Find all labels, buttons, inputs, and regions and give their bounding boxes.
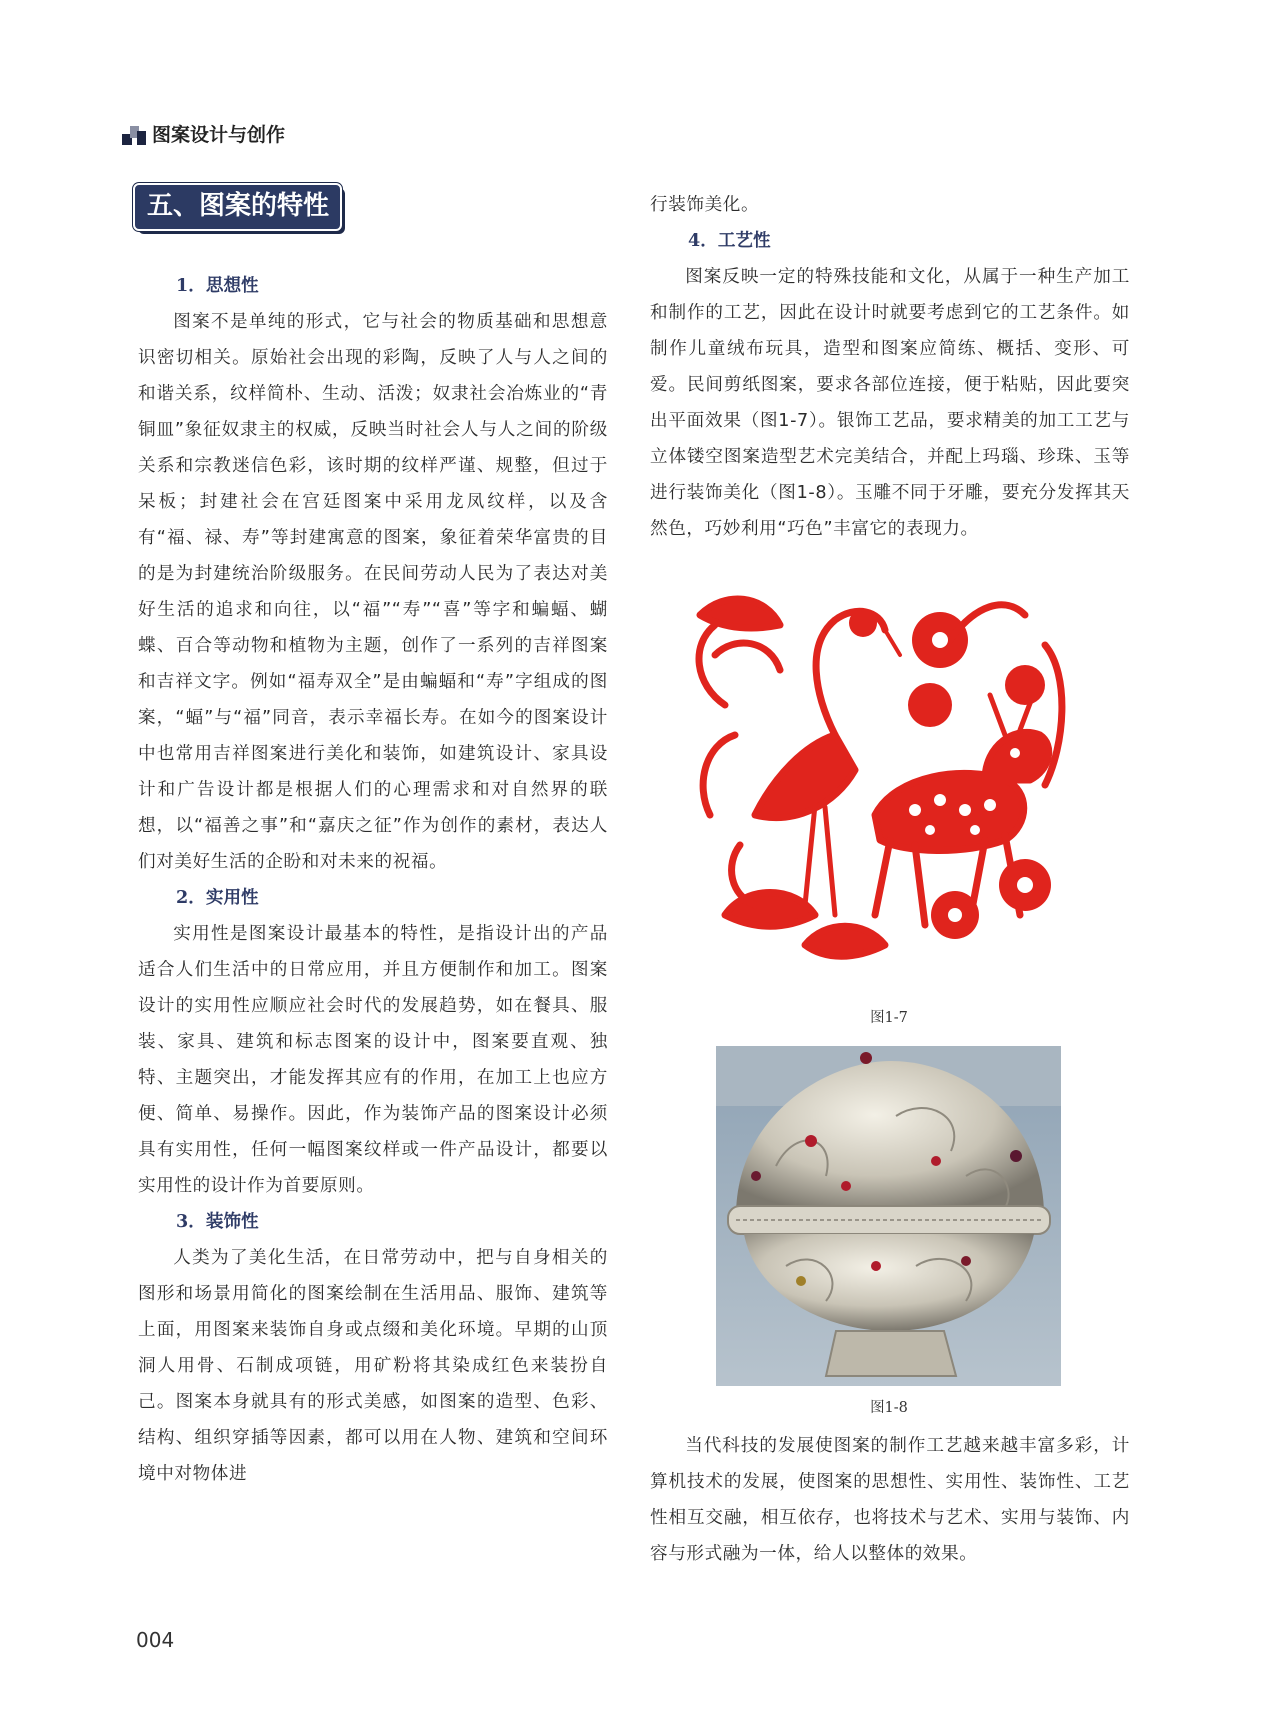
section-title: 五、图案的特性 <box>147 191 330 221</box>
papercut-figure <box>685 585 1085 970</box>
figure-caption-1-8: 图1-8 <box>870 1400 908 1416</box>
page-number: 004 <box>136 1628 175 1652</box>
paragraph-continuation: 行装饰美化。 <box>650 195 760 215</box>
header-blocks-icon <box>122 124 146 146</box>
paragraph-practical: 实用性是图案设计最基本的特性，是指设计出的产品适合人们生活中的日常应用，并且方便制作和加工。图案设计的实用性应顺应社会时代的发展趋势，如在餐具、服装、家具、建筑和标志图案的设计中，图案要直观、独特、主题突出，才能发挥其应有的作用，在加工上也应方便、简单、易操作。因此，作为装饰产品的图案设计必须具有实用性，任何一幅图案纹样或一件产品设计，都要以实用性的设计作为首要原则。 <box>138 924 608 1196</box>
right-column-bottom <box>650 1428 1130 1572</box>
subheading-3: 3．装饰性 <box>176 1211 259 1232</box>
paragraph-decorative: 人类为了美化生活，在日常劳动中，把与自身相关的图形和场景用简化的图案绘制在生活用品、服饰、建筑等上面，用图案来装饰自身或点缀和美化环境。早期的山顶洞人用骨、石制成项链，用矿粉将其染成红色来装扮自己。图案本身就具有的形式美感，如图案的造型、色彩、结构、组织穿插等因素，都可以用在人物、建筑和空间环境中对物体进 <box>138 1248 608 1484</box>
subheading-4: 4．工艺性 <box>688 230 771 251</box>
paragraph-thought: 图案不是单纯的形式，它与社会的物质基础和思想意识密切相关。原始社会出现的彩陶，反映了人与人之间的和谐关系，纹样简朴、生动、活泼；奴隶社会冶炼业的“青铜皿”象征奴隶主的权威，反映当时社会人与人之间的阶级关系和宗教迷信色彩，该时期的纹样严谨、规整，但过于呆板；封建社会在宫廷图案中采用龙凤纹样，以及含有“福、禄、寿”等封建寓意的图案，象征着荣华富贵的目的是为封建统治阶级服务。在民间劳动人民为了表达对美好生活的追求和向往，以“福”“寿”“喜”等字和蝙蝠、蝴蝶、百合等动物和植物为主题，创作了一系列的吉祥图案和吉祥文字。例如“福寿双全”是由蝙蝠和“寿”字组成的图案，“蝠”与“福”同音，表示幸福长寿。在如今的图案设计中也常用吉祥图案进行美化和装饰，如建筑设计、家具设计和广告设计都是根据人们的心理需求和对自然界的联想，以“福善之事”和“嘉庆之征”作为创作的素材，表达人们对美好生活的企盼和对未来的祝福。 <box>138 312 608 872</box>
paragraph-craft: 图案反映一定的特殊技能和文化，从属于一种生产加工和制作的工艺，因此在设计时就要考虑到它的工艺条件。如制作儿童绒布玩具，造型和图案应简练、概括、变形、可爱。民间剪纸图案，要求各部位连接，便于粘贴，因此要突出平面效果（图1-7）。银饰工艺品，要求精美的加工工艺与立体镂空图案造型艺术完美结合，并配上玛瑙、珍珠、玉等进行装饰美化（图1-8）。玉雕不同于牙雕，要充分发挥其天然色，巧妙利用“巧色”丰富它的表现力。 <box>650 267 1130 539</box>
subheading-2: 2．实用性 <box>176 887 259 908</box>
subheading-1: 1．思想性 <box>176 275 259 296</box>
silver-box-photo <box>716 1046 1061 1386</box>
figure-caption-1-7: 图1-7 <box>870 1010 908 1026</box>
section-heading <box>133 183 348 235</box>
paragraph-summary: 当代科技的发展使图案的制作工艺越来越丰富多彩，计算机技术的发展，使图案的思想性、实用性、装饰性、工艺性相互交融，相互依存，也将技术与艺术、实用与装饰、内容与形式融为一体，给人以整体的效果。 <box>650 1436 1130 1564</box>
right-column <box>650 187 1130 547</box>
left-column <box>138 268 608 1492</box>
book-title: 图案设计与创作 <box>152 124 286 146</box>
